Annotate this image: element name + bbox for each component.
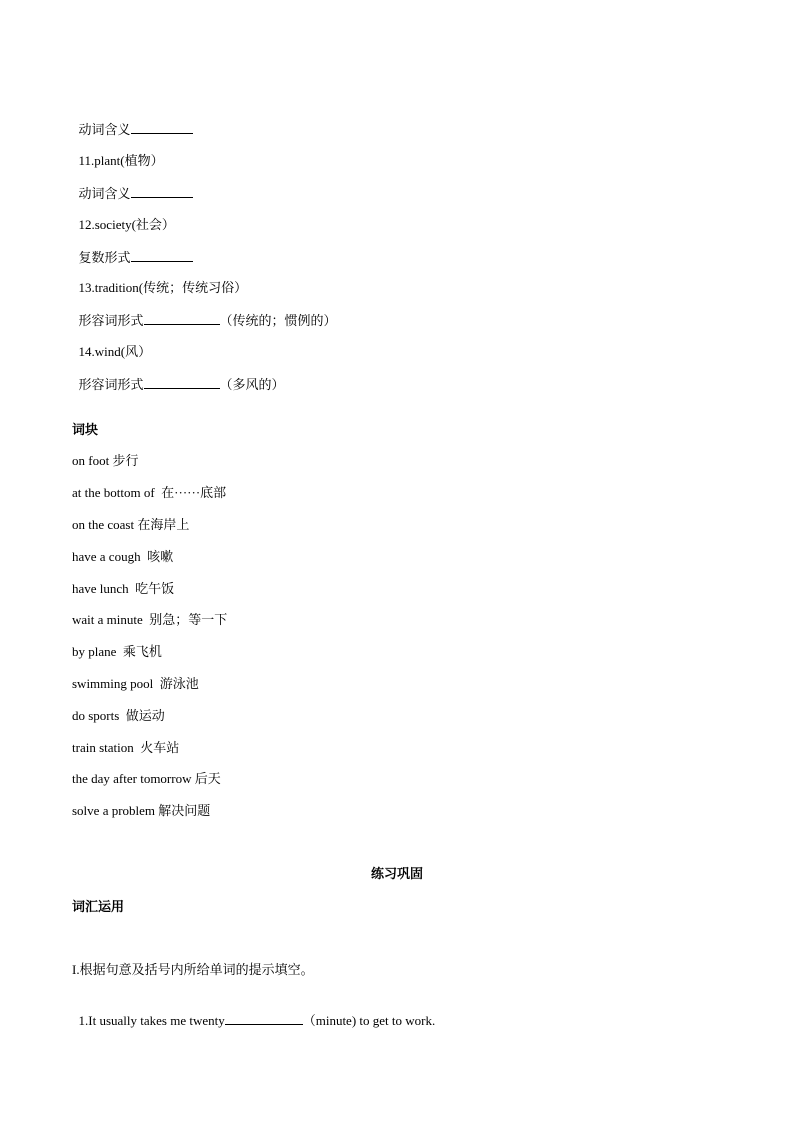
- phrase-item: do sports 做运动: [72, 708, 165, 723]
- vocab-hint: （传统的；惯例的）: [219, 313, 337, 328]
- instruction-text: I.根据句意及括号内所给单词的提示填空。: [72, 962, 314, 977]
- vocab-word: 11.plant(植物）: [78, 153, 164, 168]
- vocab-word: 12.society(社会）: [78, 217, 175, 232]
- phrase-item: solve a problem 解决问题: [72, 803, 211, 818]
- answer-blank[interactable]: [144, 375, 220, 389]
- phrases-heading: 词块: [72, 422, 99, 437]
- vocab-line-9: [72, 357, 285, 394]
- vocab-label: 复数形式: [78, 250, 131, 265]
- vocab-word: 14.wind(风）: [78, 344, 152, 359]
- vocab-word: 13.tradition(传统；传统习俗）: [78, 280, 248, 295]
- usage-heading: 词汇运用: [72, 899, 125, 914]
- phrase-item: on foot 步行: [72, 453, 139, 468]
- vocab-label: 动词含义: [78, 186, 131, 201]
- phrase-item: on the coast 在海岸上: [72, 517, 190, 532]
- practice-heading: 练习巩固: [370, 866, 423, 881]
- vocab-label: 形容词形式: [78, 313, 144, 328]
- phrase-item: the day after tomorrow 后天: [72, 771, 221, 786]
- phrase-item: swimming pool 游泳池: [72, 676, 199, 691]
- question-hint: （minute) to get to work.: [302, 1013, 436, 1028]
- phrase-item: have a cough 咳嗽: [72, 549, 174, 564]
- phrase-item: at the bottom of 在······底部: [72, 485, 227, 500]
- phrase-item: by plane 乘飞机: [72, 644, 162, 659]
- vocab-line-8: [72, 325, 151, 361]
- vocab-line-2: [72, 134, 164, 170]
- phrase-item: wait a minute 别急；等一下: [72, 612, 228, 627]
- question-1: [72, 993, 435, 1030]
- vocab-label: 动词含义: [78, 122, 131, 137]
- answer-blank[interactable]: [131, 184, 193, 198]
- phrase-item: train station 火车站: [72, 740, 180, 755]
- vocab-label: 形容词形式: [78, 377, 144, 392]
- answer-blank[interactable]: [225, 1011, 303, 1025]
- answer-blank[interactable]: [144, 311, 220, 325]
- vocab-line-6: [72, 261, 247, 297]
- vocab-hint: （多风的）: [219, 377, 285, 392]
- answer-blank[interactable]: [131, 248, 193, 262]
- answer-blank[interactable]: [131, 120, 193, 134]
- phrase-item: have lunch 吃午饭: [72, 581, 175, 596]
- vocab-line-4: [72, 198, 175, 234]
- question-text: 1.It usually takes me twenty: [78, 1013, 225, 1028]
